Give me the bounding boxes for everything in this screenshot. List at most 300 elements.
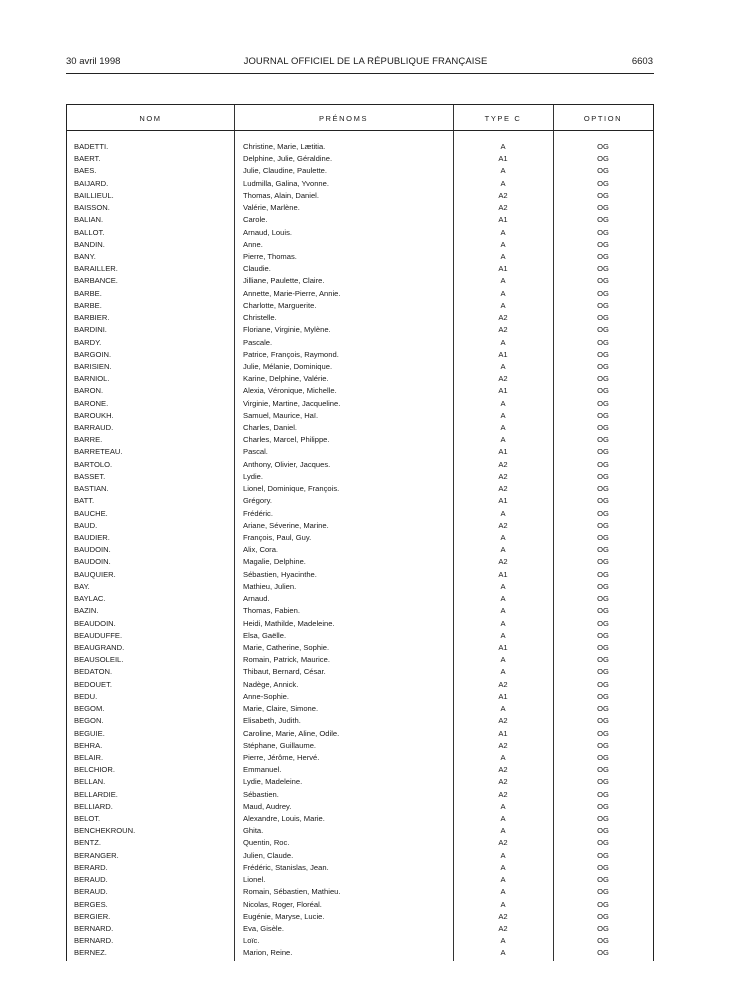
cell-nom: BAERT.	[74, 154, 101, 164]
cell-type: A2	[498, 203, 508, 213]
table-row	[67, 165, 653, 177]
cell-nom: BENTZ.	[74, 838, 102, 848]
cell-nom: BANDIN.	[74, 239, 105, 249]
table-row	[67, 434, 653, 446]
cell-type: A2	[498, 924, 508, 933]
cell-option: OG	[597, 936, 609, 946]
cell-nom: BAUCHE.	[74, 508, 108, 518]
cell-type: A	[500, 899, 506, 909]
table-row	[67, 776, 653, 788]
cell-nom: BARBIER.	[74, 313, 110, 323]
cell-type: A1	[498, 154, 508, 164]
cell-type: A2	[498, 716, 508, 726]
cell-prenoms: Anthony, Olivier, Jacques.	[243, 459, 331, 469]
cell-prenoms: François, Paul, Guy.	[243, 533, 312, 542]
table-row	[67, 642, 653, 654]
cell-nom: BERGIER.	[74, 911, 111, 921]
cell-type: A	[500, 533, 506, 542]
cell-type: A1	[498, 642, 508, 652]
cell-type: A	[500, 288, 506, 298]
cell-nom: BERAUD.	[74, 887, 108, 897]
table-row	[67, 337, 653, 349]
cell-prenoms: Delphine, Julie, Géraldine.	[243, 154, 333, 164]
cell-nom: BARRETEAU.	[74, 447, 123, 457]
cell-option: OG	[597, 276, 609, 286]
cell-nom: BEGUIE.	[74, 728, 105, 738]
cell-option: OG	[597, 826, 609, 836]
table-row	[67, 361, 653, 373]
table-row	[67, 324, 653, 336]
cell-option: OG	[597, 251, 609, 261]
cell-prenoms: Lionel.	[243, 875, 266, 885]
cell-option: OG	[597, 777, 609, 787]
cell-type: A	[500, 606, 506, 616]
cell-prenoms: Magalie, Delphine.	[243, 557, 306, 567]
cell-prenoms: Stéphane, Guillaume.	[243, 740, 317, 750]
cell-nom: BARNIOL.	[74, 374, 110, 384]
cell-type: A	[500, 850, 506, 860]
cell-type: A2	[498, 190, 508, 200]
cell-nom: BARBE.	[74, 288, 102, 298]
cell-prenoms: Elsa, Gaëlle.	[243, 630, 287, 640]
cell-type: A1	[498, 447, 508, 457]
cell-option: OG	[597, 520, 609, 530]
table-row	[67, 874, 653, 886]
cell-nom: BATT.	[74, 496, 95, 506]
cell-type: A1	[498, 496, 508, 506]
cell-nom: BAZIN.	[74, 606, 99, 616]
table-row	[67, 630, 653, 642]
table-row	[67, 935, 653, 947]
table-row	[67, 275, 653, 287]
cell-prenoms: Lionel, Dominique, François.	[243, 484, 340, 494]
table-row	[67, 605, 653, 617]
cell-nom: BERNARD.	[74, 936, 114, 946]
table-row	[67, 153, 653, 165]
table-row	[67, 569, 653, 581]
cell-prenoms: Charlotte, Marguerite.	[243, 300, 317, 310]
cell-prenoms: Annette, Marie-Pierre, Annie.	[243, 288, 341, 298]
cell-nom: BELLAN.	[74, 777, 106, 787]
cell-option: OG	[597, 630, 609, 640]
cell-type: A	[500, 704, 506, 714]
cell-type: A1	[498, 264, 508, 274]
table-row	[67, 251, 653, 263]
cell-nom: BAILLIEUL.	[74, 190, 114, 200]
cell-prenoms: Sébastien.	[243, 789, 279, 799]
table-row	[67, 666, 653, 678]
cell-option: OG	[597, 423, 609, 433]
journal-title: JOURNAL OFFICIEL DE LA RÉPUBLIQUE FRANÇAISE	[243, 56, 488, 67]
cell-prenoms: Emmanuel.	[243, 765, 282, 775]
cell-type: A1	[498, 691, 508, 701]
cell-nom: BEAUSOLEIL.	[74, 655, 124, 665]
cell-prenoms: Arnaud, Louis.	[243, 227, 292, 237]
cell-nom: BARBE.	[74, 300, 102, 310]
cell-type: A	[500, 875, 506, 885]
cell-prenoms: Julie, Mélanie, Dominique.	[243, 361, 333, 371]
cell-prenoms: Thomas, Fabien.	[243, 606, 300, 616]
cell-option: OG	[597, 227, 609, 237]
cell-option: OG	[597, 471, 609, 481]
cell-option: OG	[597, 496, 609, 506]
cell-nom: BASSET.	[74, 471, 106, 481]
cell-nom: BERANGER.	[74, 850, 119, 860]
cell-prenoms: Eva, Gisèle.	[243, 924, 284, 933]
table-row	[67, 899, 653, 911]
cell-nom: BAUD.	[74, 520, 98, 530]
cell-nom: BERARD.	[74, 862, 108, 872]
cell-prenoms: Pierre, Thomas.	[243, 251, 297, 261]
cell-type: A	[500, 361, 506, 371]
cell-option: OG	[597, 398, 609, 408]
cell-nom: BEAUGRAND.	[74, 642, 125, 652]
cell-option: OG	[597, 264, 609, 274]
cell-nom: BELLARDIE.	[74, 789, 118, 799]
table-row	[67, 373, 653, 385]
cell-nom: BARISIEN.	[74, 361, 112, 371]
column-header-option: OPTION	[583, 114, 623, 123]
cell-type: A	[500, 936, 506, 946]
cell-type: A2	[498, 325, 508, 335]
cell-option: OG	[597, 569, 609, 579]
cell-option: OG	[597, 325, 609, 335]
table-row	[67, 556, 653, 568]
cell-prenoms: Marie, Claire, Simone.	[243, 704, 319, 714]
cell-prenoms: Frédéric.	[243, 508, 273, 518]
cell-prenoms: Karine, Delphine, Valérie.	[243, 374, 329, 384]
cell-prenoms: Carole.	[243, 215, 268, 225]
cell-type: A	[500, 545, 506, 555]
cell-option: OG	[597, 606, 609, 616]
cell-nom: BARAILLER.	[74, 264, 118, 274]
table-row	[67, 239, 653, 251]
cell-option: OG	[597, 190, 609, 200]
cell-option: OG	[597, 642, 609, 652]
cell-type: A2	[498, 313, 508, 323]
cell-option: OG	[597, 862, 609, 872]
cell-prenoms: Patrice, François, Raymond.	[243, 349, 339, 359]
cell-type: A2	[498, 520, 508, 530]
cell-prenoms: Lydie.	[243, 471, 263, 481]
cell-type: A	[500, 655, 506, 665]
cell-prenoms: Alexia, Véronique, Michelle.	[243, 386, 337, 396]
table-row	[67, 178, 653, 190]
cell-nom: BARDINI.	[74, 325, 107, 335]
cell-nom: BADETTI.	[74, 142, 109, 151]
cell-option: OG	[597, 728, 609, 738]
cell-nom: BAUDOIN.	[74, 557, 111, 567]
cell-type: A	[500, 508, 506, 518]
cell-type: A2	[498, 911, 508, 921]
cell-nom: BENCHEKROUN.	[74, 826, 136, 836]
cell-type: A2	[498, 765, 508, 775]
cell-option: OG	[597, 288, 609, 298]
table-row	[67, 654, 653, 666]
cell-option: OG	[597, 752, 609, 762]
cell-option: OG	[597, 704, 609, 714]
table-row	[67, 312, 653, 324]
cell-option: OG	[597, 789, 609, 799]
cell-type: A	[500, 410, 506, 420]
cell-option: OG	[597, 814, 609, 824]
cell-nom: BARTOLO.	[74, 459, 113, 469]
cell-nom: BEDOUET.	[74, 679, 112, 689]
cell-prenoms: Caroline, Marie, Aline, Odile.	[243, 728, 340, 738]
cell-option: OG	[597, 533, 609, 542]
cell-prenoms: Romain, Patrick, Maurice.	[243, 655, 330, 665]
table-row	[67, 618, 653, 630]
table-row	[67, 581, 653, 593]
table-row	[67, 728, 653, 740]
cell-nom: BEGOM.	[74, 704, 105, 714]
table-row	[67, 190, 653, 202]
cell-type: A2	[498, 679, 508, 689]
cell-option: OG	[597, 459, 609, 469]
cell-prenoms: Heidi, Mathilde, Madeleine.	[243, 618, 335, 628]
cell-nom: BARRAUD.	[74, 423, 114, 433]
cell-prenoms: Christine, Marie, Lætitia.	[243, 142, 326, 151]
cell-type: A	[500, 948, 506, 958]
cell-type: A	[500, 435, 506, 445]
table-row	[67, 691, 653, 703]
cell-type: A	[500, 630, 506, 640]
cell-nom: BAUDIER.	[74, 533, 110, 542]
table-row	[67, 752, 653, 764]
cell-nom: BARDY.	[74, 337, 102, 347]
cell-option: OG	[597, 765, 609, 775]
cell-nom: BELOT.	[74, 814, 101, 824]
table-row	[67, 349, 653, 361]
table-row	[67, 288, 653, 300]
cell-option: OG	[597, 924, 609, 933]
cell-prenoms: Anne-Sophie.	[243, 691, 290, 701]
page-number: 6603	[631, 56, 653, 67]
cell-nom: BARONE.	[74, 398, 109, 408]
cell-nom: BAES.	[74, 166, 97, 176]
cell-type: A	[500, 398, 506, 408]
cell-type: A2	[498, 789, 508, 799]
cell-option: OG	[597, 545, 609, 555]
table-row	[67, 422, 653, 434]
cell-nom: BAYLAC.	[74, 594, 106, 604]
table-row	[67, 495, 653, 507]
cell-option: OG	[597, 618, 609, 628]
cell-option: OG	[597, 313, 609, 323]
cell-nom: BEAUDUFFE.	[74, 630, 123, 640]
header-rule	[66, 73, 654, 74]
table-row	[67, 789, 653, 801]
cell-type: A	[500, 227, 506, 237]
table-row	[67, 508, 653, 520]
cell-type: A	[500, 887, 506, 897]
table-row	[67, 886, 653, 898]
cell-option: OG	[597, 203, 609, 213]
cell-type: A	[500, 618, 506, 628]
cell-prenoms: Christelle.	[243, 313, 277, 323]
cell-type: A	[500, 752, 506, 762]
cell-option: OG	[597, 740, 609, 750]
cell-prenoms: Mathieu, Julien.	[243, 581, 297, 591]
cell-nom: BARRE.	[74, 435, 103, 445]
cell-prenoms: Pascale.	[243, 337, 273, 347]
table-row	[67, 483, 653, 495]
cell-prenoms: Pierre, Jérôme, Hervé.	[243, 752, 320, 762]
cell-type: A	[500, 178, 506, 188]
cell-type: A	[500, 166, 506, 176]
header-date: 30 avril 1998	[66, 56, 121, 67]
cell-option: OG	[597, 655, 609, 665]
cell-option: OG	[597, 679, 609, 689]
cell-option: OG	[597, 435, 609, 445]
cell-nom: BANY.	[74, 251, 96, 261]
cell-option: OG	[597, 166, 609, 176]
cell-prenoms: Eugénie, Maryse, Lucie.	[243, 911, 325, 921]
cell-nom: BAUDOIN.	[74, 545, 111, 555]
cell-option: OG	[597, 838, 609, 848]
table-row	[67, 679, 653, 691]
cell-prenoms: Julien, Claude.	[243, 850, 294, 860]
cell-prenoms: Floriane, Virginie, Mylène.	[243, 325, 331, 335]
cell-prenoms: Nicolas, Roger, Floréal.	[243, 899, 322, 909]
cell-option: OG	[597, 716, 609, 726]
cell-nom: BALLOT.	[74, 227, 105, 237]
table-row	[67, 764, 653, 776]
cell-type: A2	[498, 374, 508, 384]
cell-prenoms: Alix, Cora.	[243, 545, 279, 555]
cell-prenoms: Samuel, Maurice, Haï.	[243, 410, 319, 420]
cell-prenoms: Ghita.	[243, 826, 264, 836]
cell-nom: BERAUD.	[74, 875, 108, 885]
cell-prenoms: Thomas, Alain, Daniel.	[243, 190, 319, 200]
cell-option: OG	[597, 386, 609, 396]
column-header-type: TYPE C	[484, 114, 522, 123]
cell-nom: BAROUKH.	[74, 410, 114, 420]
cell-prenoms: Julie, Claudine, Paulette.	[243, 166, 328, 176]
cell-option: OG	[597, 948, 609, 958]
table-row	[67, 544, 653, 556]
cell-prenoms: Frédéric, Stanislas, Jean.	[243, 862, 329, 872]
table-row	[67, 459, 653, 471]
table-row	[67, 715, 653, 727]
table-row	[67, 947, 653, 959]
cell-option: OG	[597, 484, 609, 494]
cell-prenoms: Pascal.	[243, 447, 268, 457]
cell-type: A2	[498, 471, 508, 481]
cell-prenoms: Romain, Sébastien, Mathieu.	[243, 887, 341, 897]
cell-prenoms: Anne.	[243, 239, 263, 249]
cell-prenoms: Ludmilla, Galina, Yvonne.	[243, 178, 329, 188]
cell-type: A2	[498, 838, 508, 848]
cell-nom: BEAUDOIN.	[74, 618, 116, 628]
table-row	[67, 141, 653, 153]
cell-nom: BALIAN.	[74, 215, 104, 225]
cell-type: A	[500, 423, 506, 433]
cell-option: OG	[597, 850, 609, 860]
cell-nom: BARON.	[74, 386, 104, 396]
table-row	[67, 837, 653, 849]
cell-prenoms: Valérie, Marlène.	[243, 203, 300, 213]
cell-option: OG	[597, 875, 609, 885]
cell-type: A	[500, 594, 506, 604]
cell-prenoms: Jilliane, Paulette, Claire.	[243, 276, 325, 286]
cell-prenoms: Charles, Marcel, Philippe.	[243, 435, 330, 445]
cell-prenoms: Charles, Daniel.	[243, 423, 298, 433]
cell-type: A	[500, 337, 506, 347]
cell-type: A1	[498, 386, 508, 396]
cell-type: A	[500, 300, 506, 310]
cell-type: A	[500, 276, 506, 286]
cell-type: A	[500, 814, 506, 824]
table-row	[67, 520, 653, 532]
table-row	[67, 410, 653, 422]
cell-nom: BAIJARD.	[74, 178, 109, 188]
table-row	[67, 862, 653, 874]
cell-type: A2	[498, 740, 508, 750]
table-row	[67, 703, 653, 715]
cell-type: A	[500, 667, 506, 677]
results-table	[66, 104, 654, 961]
cell-nom: BASTIAN.	[74, 484, 109, 494]
cell-nom: BEHRA.	[74, 740, 103, 750]
cell-option: OG	[597, 215, 609, 225]
cell-prenoms: Lydie, Madeleine.	[243, 777, 303, 787]
cell-type: A	[500, 142, 506, 151]
cell-type: A	[500, 801, 506, 811]
cell-type: A	[500, 239, 506, 249]
table-row	[67, 385, 653, 397]
cell-nom: BEGON.	[74, 716, 104, 726]
cell-nom: BARGOIN.	[74, 349, 112, 359]
table-row	[67, 471, 653, 483]
table-row	[67, 398, 653, 410]
cell-type: A1	[498, 349, 508, 359]
cell-nom: BAISSON.	[74, 203, 110, 213]
table-row	[67, 923, 653, 935]
table-row	[67, 801, 653, 813]
cell-type: A	[500, 251, 506, 261]
cell-option: OG	[597, 374, 609, 384]
cell-nom: BERNEZ.	[74, 948, 107, 958]
table-row	[67, 593, 653, 605]
cell-prenoms: Elisabeth, Judith.	[243, 716, 301, 726]
cell-option: OG	[597, 508, 609, 518]
cell-type: A	[500, 862, 506, 872]
cell-prenoms: Claudie.	[243, 264, 271, 274]
cell-prenoms: Virginie, Martine, Jacqueline.	[243, 398, 341, 408]
table-row	[67, 911, 653, 923]
table-body	[67, 141, 653, 960]
cell-type: A2	[498, 484, 508, 494]
table-row	[67, 202, 653, 214]
table-row	[67, 227, 653, 239]
table-row	[67, 532, 653, 544]
cell-nom: BAY.	[74, 581, 90, 591]
cell-nom: BELLIARD.	[74, 801, 113, 811]
cell-option: OG	[597, 178, 609, 188]
cell-option: OG	[597, 337, 609, 347]
table-row	[67, 825, 653, 837]
cell-option: OG	[597, 410, 609, 420]
cell-option: OG	[597, 911, 609, 921]
cell-prenoms: Thibaut, Bernard, César.	[243, 667, 326, 677]
cell-type: A	[500, 826, 506, 836]
table-row	[67, 214, 653, 226]
cell-prenoms: Ariane, Séverine, Marine.	[243, 520, 329, 530]
cell-option: OG	[597, 899, 609, 909]
cell-prenoms: Quentin, Roc.	[243, 838, 290, 848]
cell-option: OG	[597, 801, 609, 811]
